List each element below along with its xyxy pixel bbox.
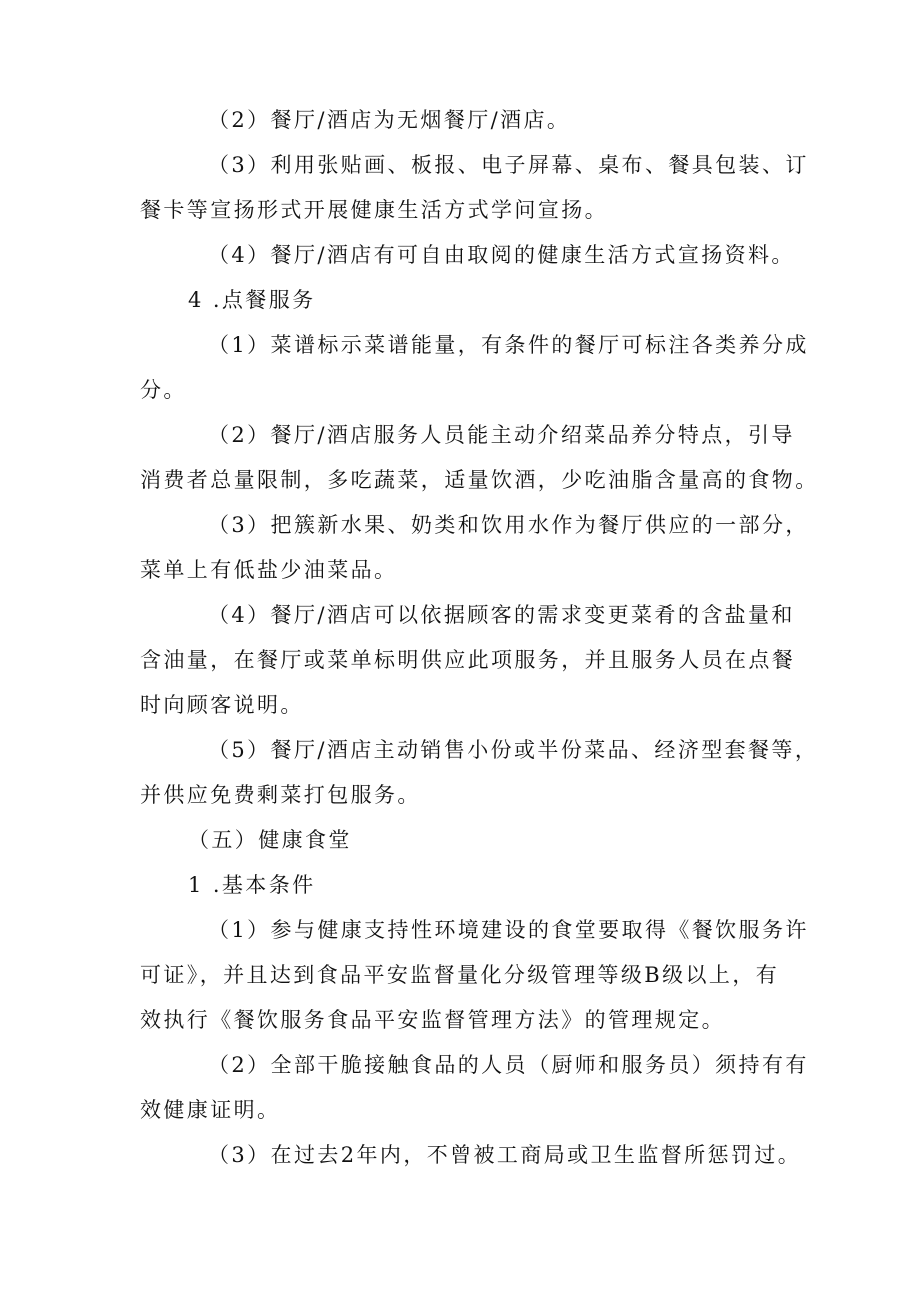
line: （5）餐厅/酒店主动销售小份或半份菜品、经济型套餐等，: [208, 738, 819, 762]
section-heading: [140, 818, 790, 863]
paragraph: [140, 233, 795, 278]
line: （1）参与健康支持性环境建设的食堂要取得《餐饮服务许: [208, 918, 809, 942]
line: （4）餐厅/酒店可以依据顾客的需求变更菜肴的含盐量和: [208, 603, 795, 627]
paragraph: [140, 728, 819, 818]
line: （3）把簇新水果、奶类和饮用水作为餐厅供应的一部分，: [208, 513, 809, 537]
line: （3）利用张贴画、板报、电子屏幕、桌布、餐具包装、订: [208, 153, 809, 177]
line: 4 .点餐服务: [188, 288, 316, 312]
document-body: [140, 98, 819, 1178]
line: 并供应免费剩菜打包服务。: [140, 783, 421, 807]
line: 消费者总量限制，多吃蔬菜，适量饮酒，少吃油脂含量高的食物。: [140, 468, 819, 492]
paragraph: [140, 323, 809, 413]
line: （2）餐厅/酒店为无烟餐厅/酒店。: [208, 108, 571, 132]
line: 1 .基本条件: [188, 873, 316, 897]
paragraph: [140, 503, 809, 593]
line: （1）菜谱标示菜谱能量，有条件的餐厅可标注各类养分成: [208, 333, 809, 357]
line: （3）在过去2年内，不曾被工商局或卫生监督所惩罚过。: [208, 1143, 802, 1167]
paragraph: [140, 143, 809, 233]
section-heading: [140, 278, 790, 323]
paragraph: [140, 908, 809, 1043]
section-heading: [140, 863, 790, 908]
line: （4）餐厅/酒店有可自由取阅的健康生活方式宣扬资料。: [208, 243, 795, 267]
line: 时向顾客说明。: [140, 693, 304, 717]
line: 分。: [140, 378, 187, 402]
paragraph: [140, 1043, 809, 1133]
line: （五）健康食堂: [188, 828, 352, 852]
line: 可证》，并且达到食品平安监督量化分级管理等级B级以上，有: [140, 963, 780, 987]
paragraph: [140, 98, 790, 143]
line: （2）餐厅/酒店服务人员能主动介绍菜品养分特点，引导: [208, 423, 795, 447]
paragraph: [140, 593, 796, 728]
line: 菜单上有低盐少油菜品。: [140, 558, 398, 582]
line: 含油量，在餐厅或菜单标明供应此项服务，并且服务人员在点餐: [140, 648, 796, 672]
line: （2）全部干脆接触食品的人员（厨师和服务员）须持有有: [208, 1053, 809, 1077]
paragraph: [140, 1133, 802, 1178]
line: 餐卡等宣扬形式开展健康生活方式学问宣扬。: [140, 198, 608, 222]
paragraph: [140, 413, 819, 503]
line: 效执行《餐饮服务食品平安监督管理方法》的管理规定。: [140, 1008, 725, 1032]
line: 效健康证明。: [140, 1098, 281, 1122]
